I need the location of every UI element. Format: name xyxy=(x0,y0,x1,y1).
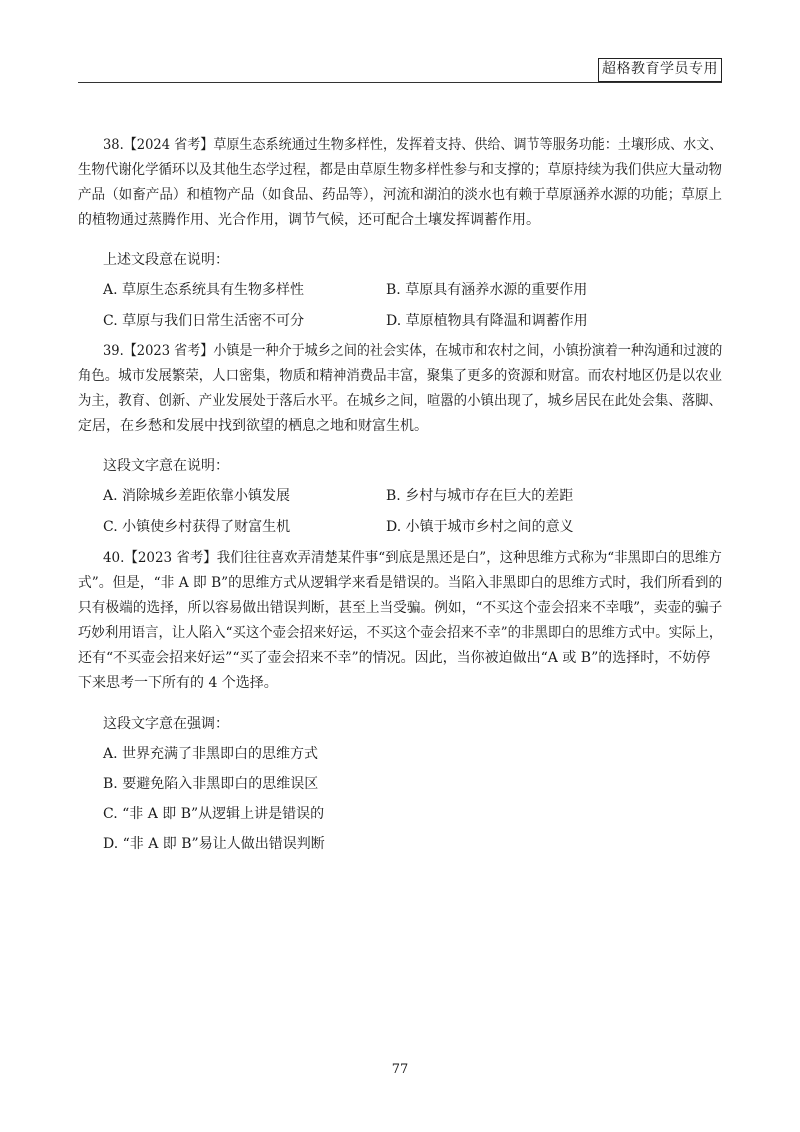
q39-option-d: D. 小镇于城市乡村之间的意义 xyxy=(386,519,574,535)
q40-line-5: 还有“不买壶会招来好运”“买了壶会招来不幸”的情况。因此，当你被迫做出“A 或 B”的选择时，不妨停 xyxy=(78,650,711,666)
q40-option-b: B. 要避免陷入非黑即白的思维误区 xyxy=(103,776,319,792)
page-number: 77 xyxy=(391,1062,409,1077)
q38-line-4: 的植物通过蒸腾作用、光合作用，调节气候，还可配合土壤发挥调蓄作用。 xyxy=(78,212,540,228)
q40-line-2: 式”。但是，“非 A 即 B”的思维方式从逻辑学来看是错误的。当陷入非黑即白的思维方式时，我们所看到的 xyxy=(78,575,723,591)
q39-line-2: 角色。城市发展繁荣，人口密集，物质和精神消费品丰富，聚集了更多的资源和财富。而农村地区仍是以农业 xyxy=(78,368,722,384)
q39-option-b: B. 乡村与城市存在巨大的差距 xyxy=(386,488,574,504)
q39-prompt: 这段文字意在说明： xyxy=(103,458,229,474)
q38-prompt: 上述文段意在说明： xyxy=(103,252,229,268)
q39-option-c: C. 小镇使乡村获得了财富生机 xyxy=(103,519,291,535)
q39-line-1: 39.【2023 省考】小镇是一种介于城乡之间的社会实体，在城市和农村之间，小镇扮演着一种沟通和过渡的 xyxy=(103,343,723,359)
q38-line-3: 产品（如畜产品）和植物产品（如食品、药品等），河流和湖泊的淡水也有赖于草原涵养水源的功能；草原上 xyxy=(78,187,722,203)
q38-option-d: D. 草原植物具有降温和调蓄作用 xyxy=(386,313,588,329)
q40-option-d: D. “非 A 即 B”易让人做出错误判断 xyxy=(103,836,325,852)
q40-line-6: 下来思考一下所有的 4 个选择。 xyxy=(78,675,278,691)
header-stamp: 超格教育学员专用 xyxy=(598,58,722,82)
q40-prompt: 这段文字意在强调： xyxy=(103,716,229,732)
q38-option-a: A. 草原生态系统具有生物多样性 xyxy=(103,282,305,298)
q40-line-3: 只有极端的选择，所以容易做出错误判断，甚至上当受骗。例如，“不买这个壶会招来不幸哦”，卖壶的骗子 xyxy=(78,600,723,616)
q40-option-c: C. “非 A 即 B”从逻辑上讲是错误的 xyxy=(103,806,325,822)
q38-line-2: 生物代谢化学循环以及其他生态学过程，都是由草原生物多样性参与和支撑的；草原持续为我们供应大量动物 xyxy=(78,162,722,178)
q38-option-b: B. 草原具有涵养水源的重要作用 xyxy=(386,282,588,298)
q39-line-3: 为主，教育、创新、产业发展处于落后水平。在城乡之间，喧嚣的小镇出现了，城乡居民在此处会集、落脚、 xyxy=(78,393,722,409)
q40-line-1: 40.【2023 省考】我们往往喜欢弄清楚某件事“到底是黑还是白”，这种思维方式称为“非黑即白的思维方 xyxy=(103,550,722,566)
q39-option-a: A. 消除城乡差距依靠小镇发展 xyxy=(103,488,291,504)
header-rule xyxy=(78,82,722,83)
q38-option-c: C. 草原与我们日常生活密不可分 xyxy=(103,313,305,329)
q40-option-a: A. 世界充满了非黑即白的思维方式 xyxy=(103,746,319,762)
q39-line-4: 定居，在乡愁和发展中找到欲望的栖息之地和财富生机。 xyxy=(78,418,428,434)
q38-line-1: 38.【2024 省考】草原生态系统通过生物多样性，发挥着支持、供给、调节等服务功能：土壤形成、水文、 xyxy=(103,137,723,153)
q40-line-4: 巧妙利用语言，让人陷入“买这个壶会招来好运，不买这个壶会招来不幸”的非黑即白的思维方式中。实际上， xyxy=(78,625,723,641)
